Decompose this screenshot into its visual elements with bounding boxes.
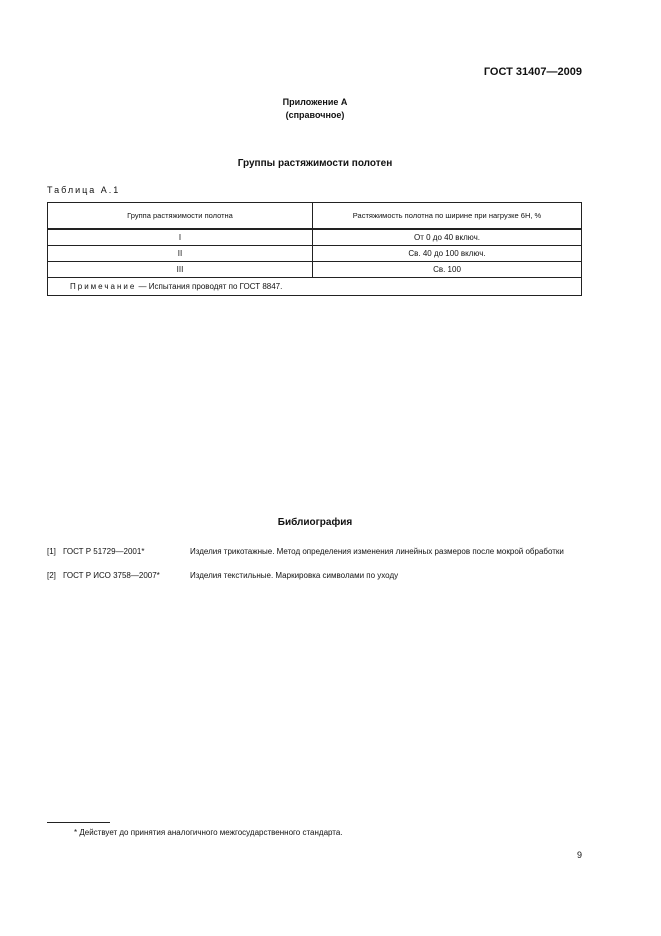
footnote: * Действует до принятия аналогичного межгосударственного стандарта. [74,828,343,837]
table-caption: Таблица А.1 [47,185,121,195]
table-note [48,278,582,296]
table-cell-stretch: От 0 до 40 включ. [313,229,582,246]
table-cell-group: II [48,246,313,262]
bibliography-title: Библиография [277,517,353,528]
table-note-label: Примечание [70,282,137,291]
appendix-title: Приложение А [282,97,348,107]
bibliography-item [47,546,582,570]
page-number: 9 [576,850,582,860]
table-cell-group: III [48,262,313,278]
table-note-text: — Испытания проводят по ГОСТ 8847. [136,282,283,291]
table-header-row [48,203,582,230]
bibliography-number: [2] [47,571,56,580]
section-title: Группы растяжимости полотен [237,158,393,169]
table-cell-group: I [48,229,313,246]
table-row [48,262,582,278]
table-cell-stretch: Св. 40 до 100 включ. [313,246,582,262]
bibliography-text: Изделия трикотажные. Метод определения изменения линейных размеров после мокрой обработки [190,547,564,556]
bibliography-text: Изделия текстильные. Маркировка символами по уходу [190,571,399,580]
table-header-stretch: Растяжимость полотна по ширине при нагрузке 6Н, % [313,203,582,230]
footnote-separator [47,822,110,823]
bibliography-reference: ГОСТ Р 51729—2001* [63,547,145,556]
table-header-group: Группа растяжимости полотна [48,203,313,230]
table-note-row [48,278,582,296]
table-row [48,246,582,262]
appendix-heading [0,96,630,122]
bibliography-reference: ГОСТ Р ИСО 3758—2007* [63,571,160,580]
stretchability-table [47,202,582,296]
bibliography-item [47,570,582,582]
table-cell-stretch: Св. 100 [313,262,582,278]
bibliography-number: [1] [47,547,56,556]
document-code: ГОСТ 31407—2009 [483,66,582,78]
appendix-subtitle: (справочное) [285,110,345,120]
table-row [48,229,582,246]
